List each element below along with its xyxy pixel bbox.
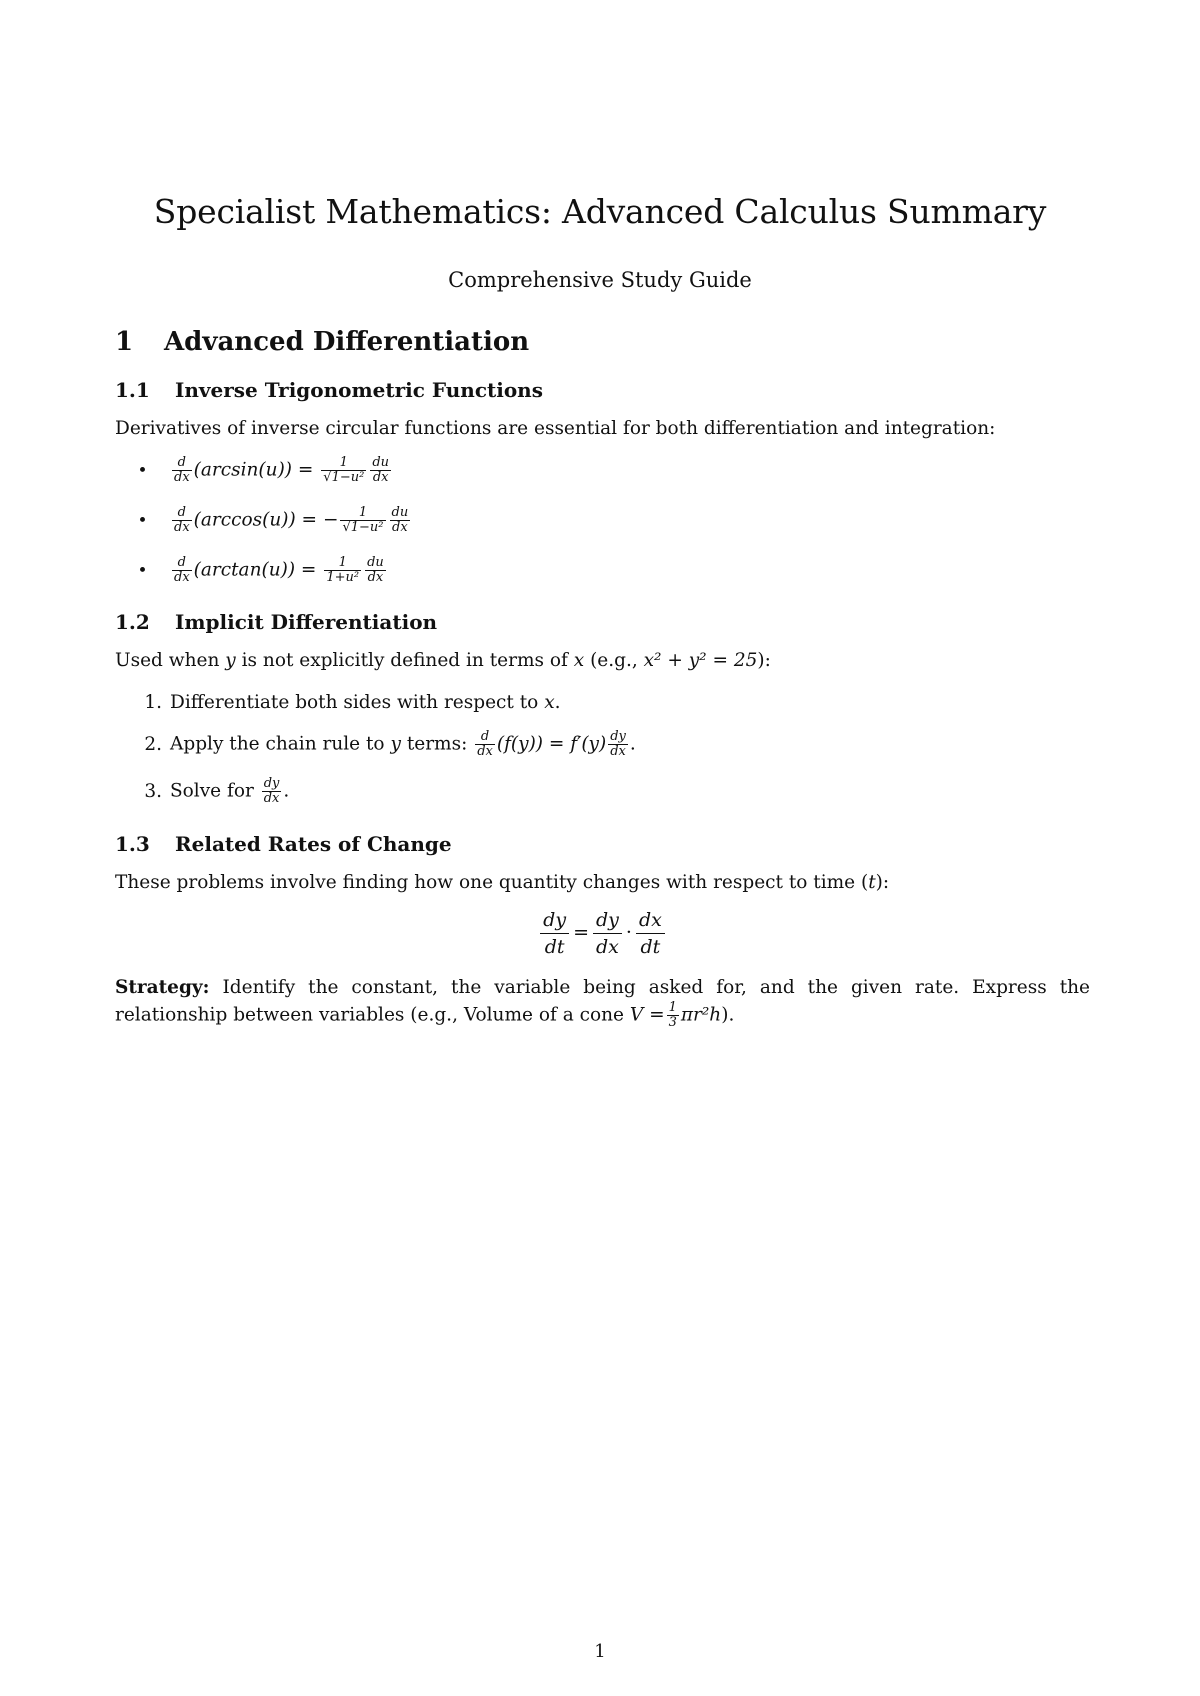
strategy-label: Strategy: bbox=[115, 977, 210, 998]
list-item: 1. Differentiate both sides with respect to x. bbox=[115, 692, 1090, 713]
formula-lhs: (arccos(u)) = bbox=[193, 509, 318, 531]
chain-factor: $\frac{du}{dx}$ bbox=[372, 455, 390, 485]
subsection-title: Related Rates of Change bbox=[175, 832, 452, 856]
derivative-operator: $\frac{d}{dx}$ bbox=[477, 729, 493, 759]
list-item: 2. Apply the chain rule to y terms: $\frac{d}{dx}$ (f(y)) = f′(y) $\frac{dy}{dx}$ . bbox=[115, 730, 1090, 759]
document-subtitle: Comprehensive Study Guide bbox=[448, 268, 752, 292]
document-title: Specialist Mathematics: Advanced Calculus Summary bbox=[153, 192, 1047, 231]
paragraph-implicit: Used when y is not explicitly defined in terms of x (e.g., x² + y² = 25): bbox=[115, 650, 771, 671]
subsection-number: 1.1 bbox=[115, 378, 150, 402]
one-third-fraction: $\frac{1}{3}$ bbox=[668, 1000, 677, 1030]
subsection-title: Implicit Differentiation bbox=[175, 610, 438, 634]
list-item: 3. Solve for $\frac{dy}{dx}$ . bbox=[115, 777, 1090, 806]
formula-fraction: $\frac{1}{\text{√1−u²}}$ bbox=[323, 455, 365, 485]
subsection-heading-1-1 bbox=[115, 378, 543, 402]
subsection-number: 1.3 bbox=[115, 832, 150, 856]
list-item bbox=[115, 506, 1090, 535]
subsection-heading-1-2 bbox=[115, 610, 437, 634]
bullet-marker: • bbox=[137, 460, 148, 481]
list-item bbox=[115, 456, 1090, 485]
subsection-number: 1.2 bbox=[115, 610, 150, 634]
formula-lhs: (arctan(u)) = bbox=[193, 559, 317, 581]
derivative-operator: $\frac{d}{dx}$ bbox=[174, 555, 190, 585]
section-number: 1 bbox=[115, 327, 134, 357]
chain-factor: $\frac{du}{dx}$ bbox=[391, 505, 409, 535]
paragraph-related-rates: These problems involve finding how one quantity changes with respect to time (t): bbox=[115, 872, 890, 893]
section-heading bbox=[115, 327, 529, 357]
formula-sign: − bbox=[322, 509, 339, 531]
bullet-marker: • bbox=[137, 510, 148, 531]
page-number: 1 bbox=[594, 1641, 606, 1662]
formula-fraction: $\frac{1}{\text{1+u²}}$ bbox=[326, 555, 360, 585]
derivative-operator: $\frac{d}{dx}$ bbox=[174, 455, 190, 485]
bullet-marker: • bbox=[137, 560, 148, 581]
formula-lhs: (arcsin(u)) = bbox=[193, 459, 314, 481]
formula-fraction: $\frac{1}{\text{√1−u²}}$ bbox=[342, 505, 384, 535]
enum-label: 1. bbox=[144, 692, 162, 713]
chain-rule-equation: $\frac{dy}{dt}$ = $\frac{dy}{dx}$ · $\frac{dx}{dt}$ bbox=[115, 907, 1090, 960]
enum-label: 3. bbox=[144, 780, 162, 802]
list-item bbox=[115, 556, 1090, 585]
chain-factor: $\frac{dy}{dx}$ bbox=[610, 729, 626, 759]
strategy-paragraph: Strategy: Identify the constant, the variable being asked for, and the given rate. Express the relationship between variables (e.g., Volume of a cone V = $\frac{1}{3}$ πr²h). bbox=[115, 977, 1090, 1030]
chain-factor: $\frac{du}{dx}$ bbox=[367, 555, 384, 585]
section-title: Advanced Differentiation bbox=[164, 327, 530, 357]
derivative-operator: $\frac{d}{dx}$ bbox=[174, 505, 190, 535]
dy-dx-fraction: $\frac{dy}{dx}$ bbox=[263, 776, 280, 806]
subsection-heading-1-3 bbox=[115, 832, 452, 856]
enum-label: 2. bbox=[144, 733, 162, 755]
paragraph-inverse-trig: Derivatives of inverse circular functions are essential for both differentiation and integration: bbox=[115, 418, 996, 439]
subsection-title: Inverse Trigonometric Functions bbox=[175, 378, 543, 402]
